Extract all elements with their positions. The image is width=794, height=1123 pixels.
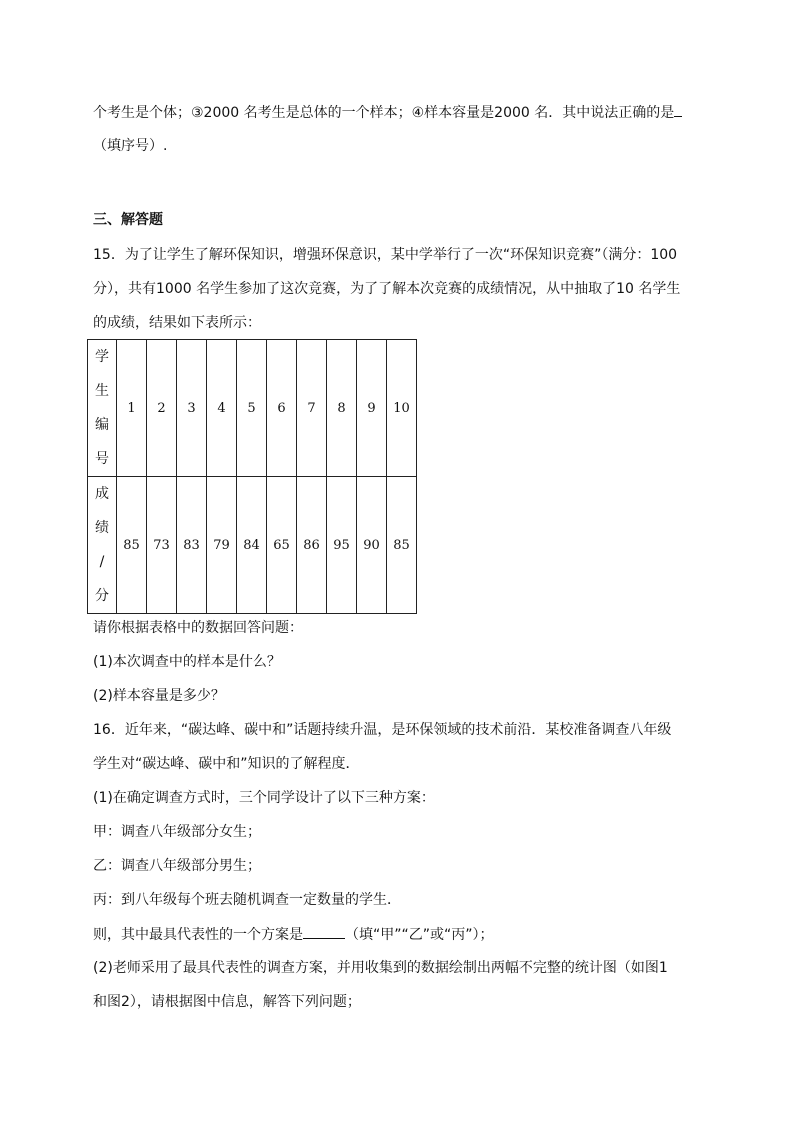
table-cell: 83 xyxy=(177,477,207,614)
table-cell: 3 xyxy=(177,340,207,477)
q16-line1: 16．近年来，“碳达峰、碳中和”话题持续升温，是环保领域的技术前沿．某校准备调查八年级 xyxy=(93,722,672,738)
header-char: 生 xyxy=(95,383,109,399)
prev-question-line1 xyxy=(93,102,682,123)
prev-question-text: 个考生是个体；③2000 名考生是总体的一个样本；④样本容量是2000 名．其中说法正确的是 xyxy=(93,105,675,121)
q16-part1-intro: (1)在确定调查方式时，三个同学设计了以下三种方案： xyxy=(93,790,435,806)
row-header-student-id xyxy=(88,340,117,477)
fill-prefix: 则，其中最具代表性的一个方案是 xyxy=(93,927,303,943)
table-cell: 5 xyxy=(237,340,267,477)
table-cell: 84 xyxy=(237,477,267,614)
table-cell: 9 xyxy=(357,340,387,477)
answer-blank xyxy=(303,924,345,939)
table-cell: 6 xyxy=(267,340,297,477)
answer-blank xyxy=(674,102,682,117)
q16-part2-line1: (2)老师采用了最具代表性的调查方案，并用收集到的数据绘制出两幅不完整的统计图（如图1 xyxy=(93,960,668,976)
q16-option-c: 丙：到八年级每个班去随机调查一定数量的学生． xyxy=(93,892,401,908)
row-header-score xyxy=(88,477,117,614)
header-char: 号 xyxy=(95,451,109,467)
q15-sub1: (1)本次调查中的样本是什么？ xyxy=(93,654,281,670)
table-cell: 7 xyxy=(297,340,327,477)
table-cell: 8 xyxy=(327,340,357,477)
q16-option-a: 甲：调查八年级部分女生； xyxy=(93,824,261,840)
header-char: 编 xyxy=(95,417,109,433)
q15-prompt: 请你根据表格中的数据回答问题： xyxy=(93,620,303,636)
q16-fill-line xyxy=(93,924,494,945)
table-cell: 90 xyxy=(357,477,387,614)
q16-option-b: 乙：调查八年级部分男生； xyxy=(93,858,261,874)
fill-suffix: （填“甲”“乙”或“丙”）； xyxy=(345,927,494,943)
table-cell: 95 xyxy=(327,477,357,614)
table-cell: 73 xyxy=(147,477,177,614)
table-cell: 65 xyxy=(267,477,297,614)
table-cell: 2 xyxy=(147,340,177,477)
header-char: / xyxy=(99,554,105,570)
q16-part2-line2: 和图2），请根据图中信息，解答下列问题； xyxy=(93,994,361,1010)
header-char: 学 xyxy=(95,349,109,365)
table-row-student-id xyxy=(88,340,417,477)
table-cell: 86 xyxy=(297,477,327,614)
table-cell: 4 xyxy=(207,340,237,477)
section-title: 三、解答题 xyxy=(93,212,163,228)
table-cell: 85 xyxy=(117,477,147,614)
table-cell: 10 xyxy=(387,340,417,477)
table-cell: 79 xyxy=(207,477,237,614)
q15-line1: 15．为了让学生了解环保知识，增强环保意识，某中学举行了一次“环保知识竞赛”（满分：100 xyxy=(93,247,678,263)
table-row-score xyxy=(88,477,417,614)
q16-line2: 学生对“碳达峰、碳中和”知识的了解程度． xyxy=(93,756,360,772)
table-cell: 85 xyxy=(387,477,417,614)
score-table xyxy=(87,339,417,614)
header-char: 成 xyxy=(95,486,109,502)
q15-line3: 的成绩，结果如下表所示： xyxy=(93,315,261,331)
q15-line2: 分），共有1000 名学生参加了这次竞赛，为了了解本次竞赛的成绩情况，从中抽取了10 名学生 xyxy=(93,281,681,297)
q15-sub2: (2)样本容量是多少？ xyxy=(93,688,225,704)
table-cell: 1 xyxy=(117,340,147,477)
prev-question-line2: （填序号）. xyxy=(93,138,168,154)
header-char: 绩 xyxy=(95,520,109,536)
header-char: 分 xyxy=(95,588,109,604)
